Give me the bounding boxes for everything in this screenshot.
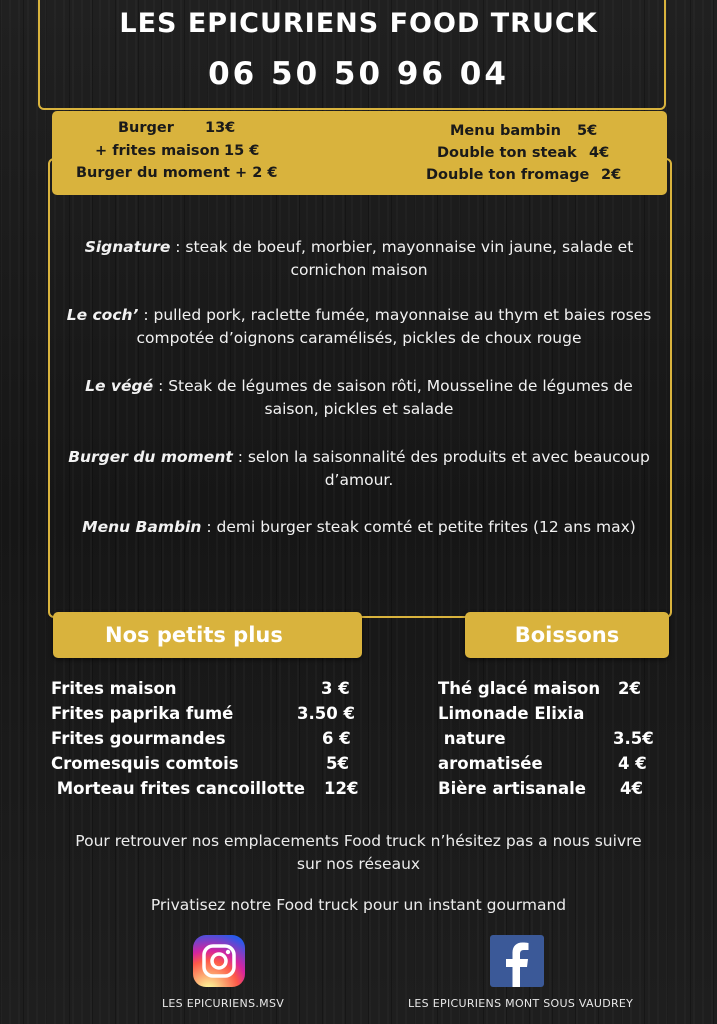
burger-text: : pulled pork, raclette fumée, mayonnaise au thym et baies roses compotée d’oignons caramélisés, pickles de choux rouge <box>136 306 652 347</box>
instagram-glyph <box>193 935 245 987</box>
drinks-item-price: 3.5€ <box>613 729 654 748</box>
price-value-double-fromage: 2€ <box>601 167 622 183</box>
price-box <box>52 111 667 195</box>
phone-number: 06 50 50 96 04 <box>208 56 509 92</box>
extras-item-label: Frites maison <box>51 679 177 698</box>
burger-name: Burger du moment <box>68 448 233 466</box>
price-value-frites: 15 € <box>224 143 260 159</box>
extras-item-label: Cromesquis comtois <box>51 754 239 773</box>
extras-item-label: Frites paprika fumé <box>51 704 234 723</box>
burger-name: Menu Bambin <box>82 518 202 536</box>
price-value-menu-bambin: 5€ <box>577 123 598 139</box>
burger-desc-moment <box>60 446 658 492</box>
follow-text: Pour retrouver nos emplacements Food truck n’hésitez pas a nous suivre sur nos réseaux <box>75 832 642 873</box>
extras-item-price: 5€ <box>326 754 349 773</box>
facebook-icon[interactable] <box>490 935 544 987</box>
extras-item-price: 6 € <box>322 729 351 748</box>
price-value-double-steak: 4€ <box>589 145 610 161</box>
price-label-frites: + frites maison <box>95 143 220 159</box>
drinks-item-label: Limonade Elixia <box>438 704 585 723</box>
drinks-item-label: Bière artisanale <box>438 779 586 798</box>
facebook-label: LES EPICURIENS MONT SOUS VAUDREY <box>408 997 634 1010</box>
price-label-double-fromage: Double ton fromage <box>426 167 590 183</box>
drinks-item-price: 2€ <box>618 679 641 698</box>
burger-text: : demi burger steak comté et petite frites (12 ans max) <box>201 518 636 536</box>
burger-text: : steak de boeuf, morbier, mayonnaise vin jaune, salade et cornichon maison <box>170 238 634 279</box>
price-label-burger: Burger <box>118 120 174 136</box>
private-text: Privatisez notre Food truck pour un instant gourmand <box>150 896 567 914</box>
drinks-item-label: Thé glacé maison <box>438 679 601 698</box>
extras-title: Nos petits plus <box>53 612 362 658</box>
price-label-menu-bambin: Menu bambin <box>450 123 561 139</box>
price-label-burger-moment: Burger du moment + 2 € <box>76 165 278 181</box>
extras-item-label: Morteau frites cancoillotte <box>51 779 306 798</box>
price-value-burger: 13€ <box>205 120 236 136</box>
drinks-item-label: nature <box>438 729 506 748</box>
burger-desc-coch <box>60 304 658 350</box>
drinks-item-price: 4 € <box>618 754 647 773</box>
burger-desc-bambin <box>60 516 658 539</box>
burger-desc-vege <box>60 375 658 421</box>
burger-text: : selon la saisonnalité des produits et avec beaucoup d’amour. <box>232 448 650 489</box>
burger-desc-signature <box>60 236 658 282</box>
page-title: LES EPICURIENS FOOD TRUCK <box>119 8 598 39</box>
extras-item-price: 3 € <box>321 679 350 698</box>
burger-name: Le végé <box>85 377 154 395</box>
extras-item-price: 3.50 € <box>297 704 355 723</box>
burger-name: Signature <box>84 238 171 256</box>
facebook-glyph <box>490 935 544 987</box>
burger-name: Le coch’ <box>66 306 139 324</box>
price-label-double-steak: Double ton steak <box>437 145 577 161</box>
instagram-label: LES EPICURIENS.MSV <box>162 997 285 1010</box>
extras-item-price: 12€ <box>324 779 359 798</box>
drinks-item-price: 4€ <box>620 779 643 798</box>
drinks-item-label: aromatisée <box>438 754 543 773</box>
extras-item-label: Frites gourmandes <box>51 729 226 748</box>
burger-text: : Steak de légumes de saison rôti, Mousseline de légumes de saison, pickles et salade <box>153 377 633 418</box>
drinks-title: Boissons <box>465 612 669 658</box>
instagram-icon[interactable] <box>193 935 245 987</box>
